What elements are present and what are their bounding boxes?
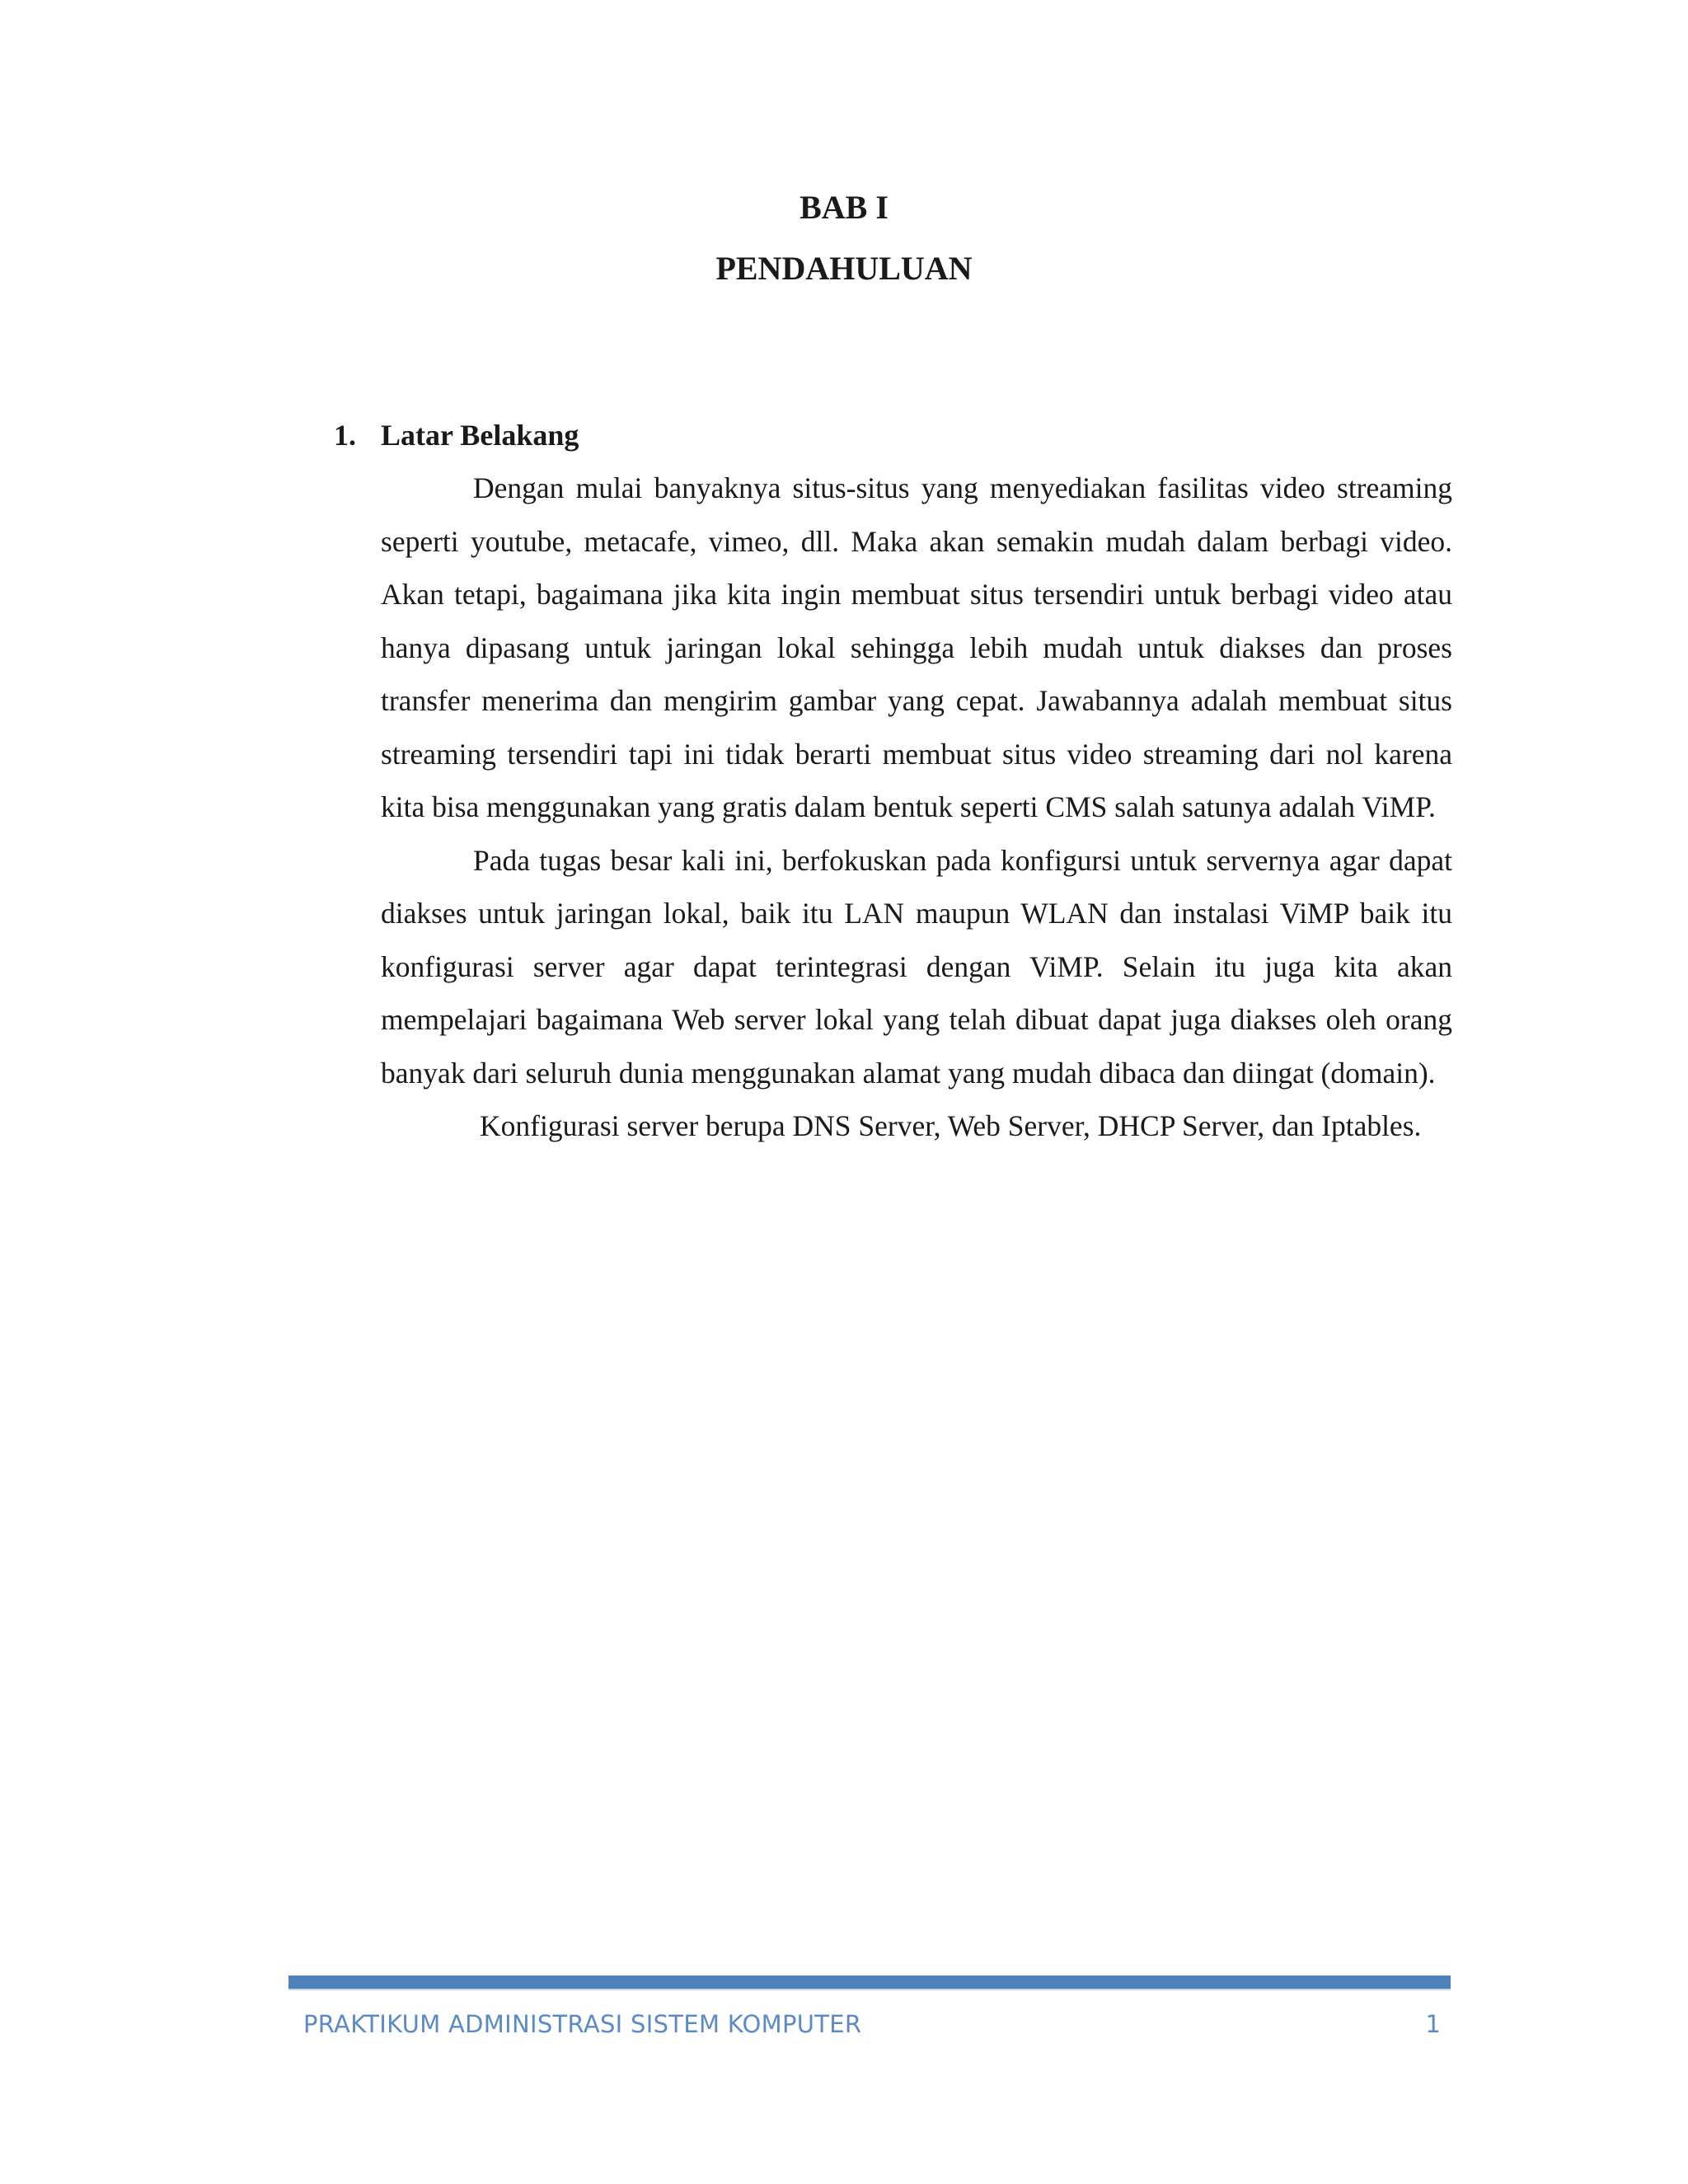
paragraph: Konfigurasi server berupa DNS Server, Web Server, DHCP Server, dan Iptables. xyxy=(480,1109,1422,1142)
section-body xyxy=(381,462,1452,1153)
page-number: 1 xyxy=(1425,2010,1441,2038)
footer-accent-bar xyxy=(288,1975,1451,1989)
section-number: 1. xyxy=(334,419,356,452)
paragraph: Dengan mulai banyaknya situs-situs yang menyediakan fasilitas video streaming seperti youtube, metacafe, vimeo, dll. Maka akan semakin mudah dalam berbagi video. Akan tetapi, bagaimana jika kita ingin membuat situs tersendiri untuk berbagi video atau hanya dipasang untuk jaringan lokal sehingga lebih mudah untuk diakses dan proses transfer menerima dan mengirim gambar yang cepat. Jawabannya adalah membuat situs streaming tersendiri tapi ini tidak berarti membuat situs video streaming dari nol karena kita bisa menggunakan yang gratis dalam bentuk seperti CMS salah satunya adalah ViMP. xyxy=(381,471,1452,823)
footer-title: PRAKTIKUM ADMINISTRASI SISTEM KOMPUTER xyxy=(303,2010,862,2038)
chapter-title: PENDAHULUAN xyxy=(715,250,973,287)
section-heading xyxy=(334,415,579,455)
footer-divider xyxy=(288,1989,1451,1990)
chapter-label: BAB I xyxy=(799,189,889,226)
section-title: Latar Belakang xyxy=(381,419,579,452)
paragraph: Pada tugas besar kali ini, berfokuskan pada konfigursi untuk servernya agar dapat diakses untuk jaringan lokal, baik itu LAN maupun WLAN dan instalasi ViMP baik itu konfigurasi server agar dapat terintegrasi dengan ViMP. Selain itu juga kita akan mempelajari bagaimana Web server lokal yang telah dibuat dapat juga diakses oleh orang banyak dari seluruh dunia menggunakan alamat yang mudah dibaca dan diingat (domain). xyxy=(381,843,1452,1090)
